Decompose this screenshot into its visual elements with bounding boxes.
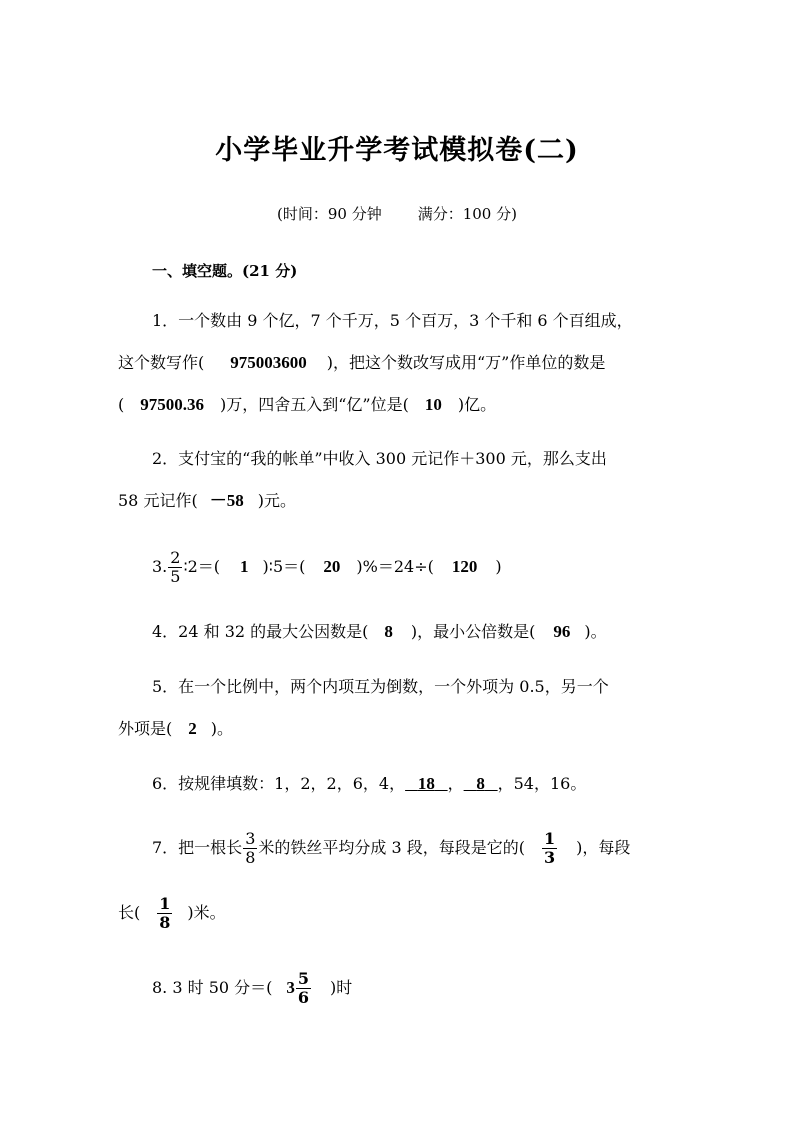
q8-answer-integer: 3 (286, 978, 295, 997)
q3-answer-1: 1 (240, 557, 249, 576)
fraction-denominator: 8 (245, 848, 256, 867)
q7-fraction (243, 830, 257, 867)
q6-text: ，54，16。 (497, 774, 587, 793)
section-heading: 一、填空题。(21 分) (152, 262, 298, 280)
q7-text: 7．把一根长 (152, 838, 243, 857)
q2-text: 58 元记作( (118, 491, 198, 510)
q4-text: )，最小公倍数是( (410, 622, 536, 641)
q8-answer-fraction (296, 970, 311, 1007)
fraction-numerator: 2 (170, 548, 181, 567)
fraction-denominator: 6 (297, 988, 310, 1007)
q1-answer-1: 975003600 (230, 353, 307, 372)
page-title: 小学毕业升学考试模拟卷(二) (215, 135, 579, 166)
q3-answer-3: 120 (451, 557, 478, 576)
q6-answer-1-value: 18 (417, 774, 435, 793)
q1-line3 (118, 393, 496, 417)
q1-text: )亿。 (457, 395, 497, 414)
q1-answer-3: 10 (424, 395, 442, 414)
q3-text: 3. (152, 557, 168, 576)
fraction-numerator: 5 (297, 969, 310, 988)
q5-text: )。 (210, 719, 233, 738)
fraction-denominator: 3 (543, 848, 556, 867)
q6-line (152, 772, 586, 796)
q7-line2 (118, 891, 226, 935)
q2-line1: 2．支付宝的“我的帐单”中收入 300 元记作＋300 元，那么支出 (152, 449, 607, 468)
q4-text: 4．24 和 32 的最大公因数是( (152, 622, 369, 641)
q8-line (152, 966, 352, 1010)
q3-answer-2: 20 (323, 557, 341, 576)
q7-line1 (152, 826, 630, 870)
q5-answer: 2 (188, 719, 197, 738)
q8-text: )时 (330, 978, 353, 997)
q1-text: 这个数写作( (118, 353, 205, 372)
fraction-numerator: 1 (543, 829, 556, 848)
q3-line (152, 547, 502, 587)
q7-answer-1 (542, 830, 557, 867)
q7-text: 米的铁丝平均分成 3 段，每段是它的( (258, 838, 525, 857)
q7-text: )米。 (187, 903, 226, 922)
fraction-numerator: 3 (245, 829, 256, 848)
score-info: 满分：100 分) (417, 205, 517, 223)
q5-line2 (118, 717, 233, 741)
q6-text: 6．按规律填数：1，2，2，6，4， (152, 774, 406, 793)
q5-text: 外项是( (118, 719, 173, 738)
q6-answer-2-value: 8 (476, 774, 485, 793)
q4-line (152, 620, 607, 644)
q1-answer-2: 97500.36 (140, 395, 204, 414)
q4-answer-1: 8 (384, 622, 393, 641)
q1-text: ( (118, 395, 125, 414)
q2-answer: －58 (209, 491, 244, 510)
exam-info (0, 203, 794, 224)
q2-line2 (118, 489, 296, 513)
q1-text: )，把这个数改写成用“万”作单位的数是 (326, 353, 606, 372)
q7-text: 长( (118, 903, 141, 922)
q3-text: ∶2＝( (183, 557, 221, 576)
q6-answer-2 (464, 774, 498, 793)
q7-answer-2 (157, 895, 172, 932)
fraction-denominator: 8 (159, 913, 171, 932)
q6-text: ， (447, 774, 464, 793)
q3-text: )∶5＝( (262, 557, 306, 576)
q7-text: )，每段 (576, 838, 631, 857)
q1-line2 (118, 351, 605, 375)
q4-answer-2: 96 (553, 622, 571, 641)
q3-text: )%＝24÷( (356, 557, 434, 576)
q6-answer-1 (405, 774, 448, 793)
time-info: (时间：90 分钟 (277, 205, 382, 223)
q8-text: 8. 3 时 50 分＝( (152, 978, 273, 997)
fraction-denominator: 5 (170, 567, 181, 586)
q5-line1: 5．在一个比例中，两个内项互为倒数，一个外项为 0.5，另一个 (152, 677, 609, 696)
q1-line1: 1．一个数由 9 个亿，7 个千万，5 个百万，3 个千和 6 个百组成， (152, 311, 633, 330)
q3-text: ) (495, 557, 502, 576)
q4-text: )。 (584, 622, 607, 641)
q3-fraction (168, 549, 182, 586)
q1-text: )万，四舍五入到“亿”位是( (220, 395, 409, 414)
fraction-numerator: 1 (159, 894, 171, 913)
q2-text: )元。 (257, 491, 296, 510)
